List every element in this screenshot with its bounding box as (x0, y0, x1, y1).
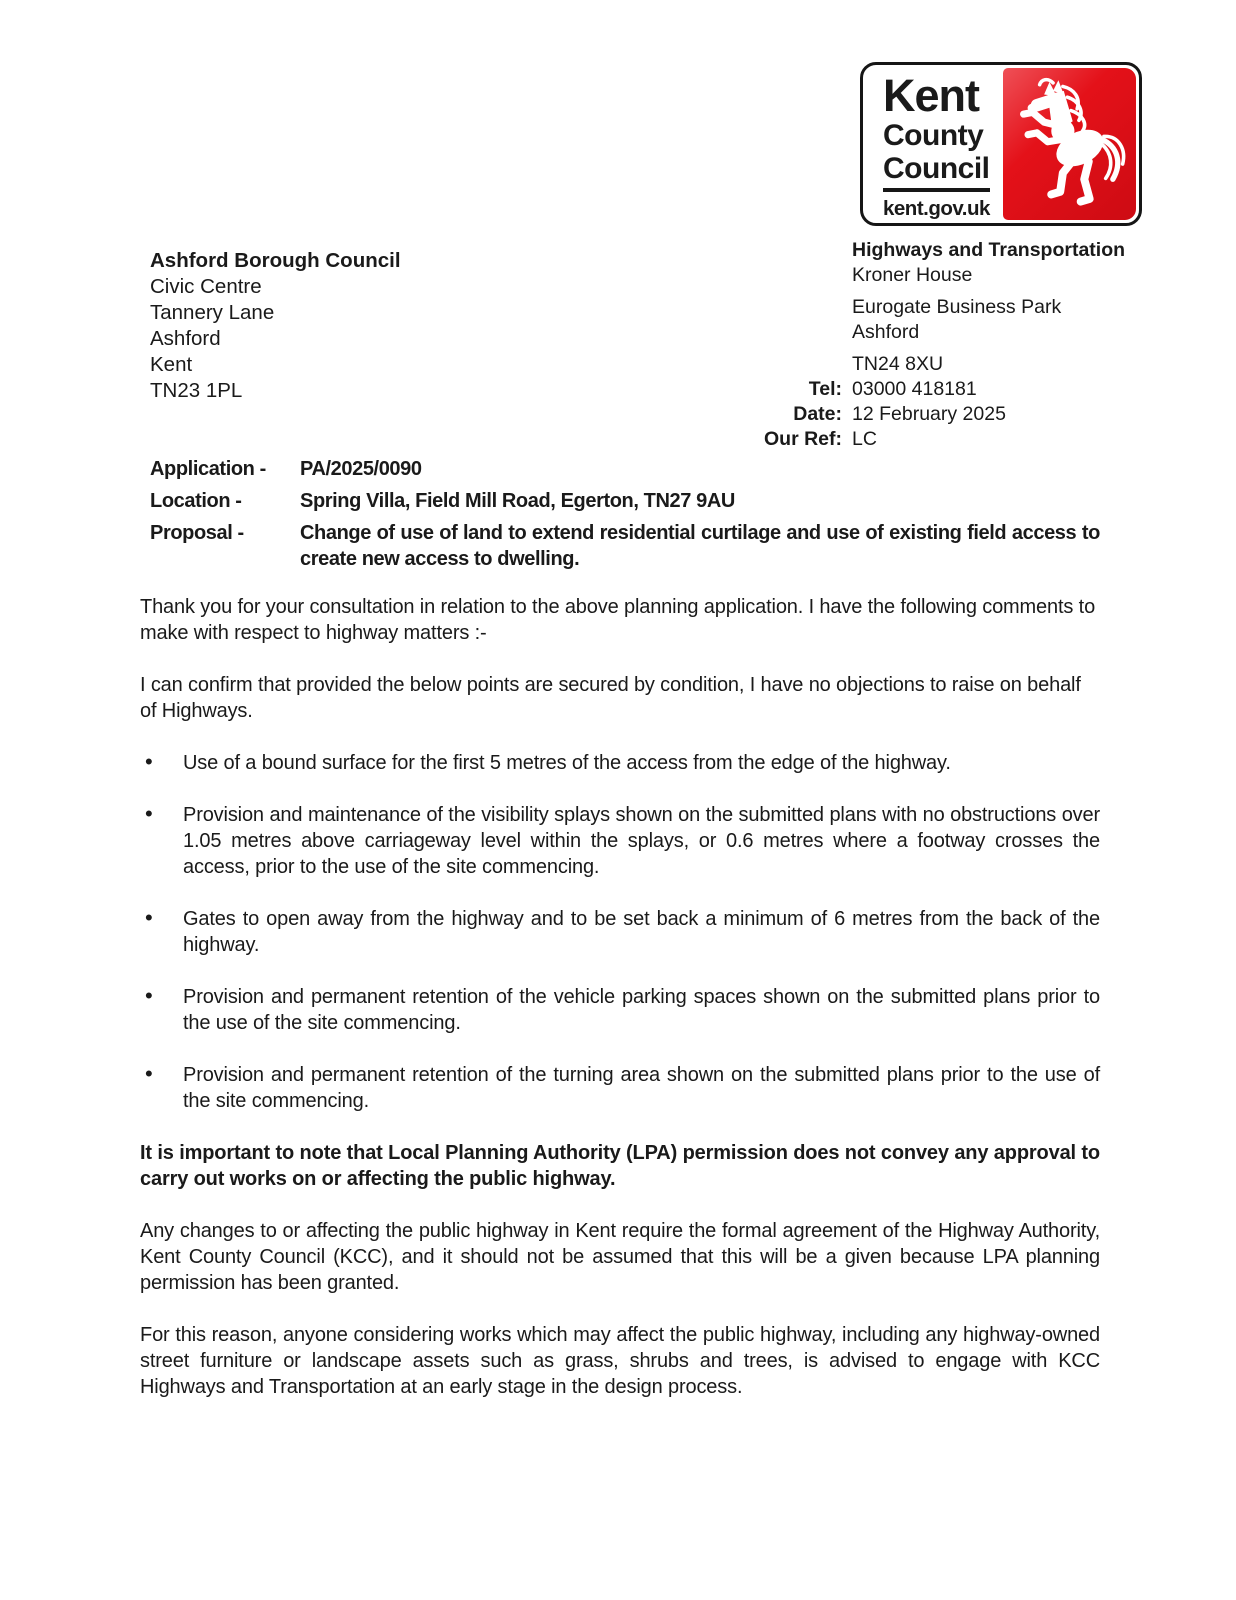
closing-paragraph-2: For this reason, anyone considering works which may affect the public highway, including any highway-owned street furniture or landscape assets such as grass, shrubs and trees, is advised to engage with KCC Highways and Transportation at an early stage in the design process. (140, 1324, 1100, 1398)
invicta-horse-icon (1012, 71, 1128, 217)
important-note-paragraph: It is important to note that Local Planning Authority (LPA) permission does not convey any approval to carry out works on or affecting the public highway. (140, 1142, 1100, 1190)
location-label: Location - (150, 490, 242, 512)
sender-address-line: Ashford (852, 321, 920, 343)
condition-item: • Use of a bound surface for the first 5 metres of the access from the edge of the highway. (140, 750, 1100, 776)
location-value: Spring Villa, Field Mill Road, Egerton, TN27 9AU (300, 490, 735, 512)
application-number: PA/2025/0090 (300, 458, 422, 480)
recipient-address-line: Ashford (150, 327, 221, 350)
application-summary (150, 456, 1100, 578)
no-objection-paragraph: I can confirm that provided the below points are secured by condition, I have no objections to raise on behalf of Highways. (140, 674, 1081, 722)
kcc-logo (860, 62, 1142, 226)
sender-department: Highways and Transportation (852, 239, 1126, 261)
proposal-label: Proposal - (150, 522, 244, 544)
recipient-address-line: Civic Centre (150, 275, 262, 298)
sender-building: Kroner House (852, 264, 973, 286)
conditions-list (140, 750, 1100, 1114)
proposal-value: Change of use of land to extend residential curtilage and use of existing field access to create new access to dwelling. (300, 522, 1100, 570)
tel-value: 03000 418181 (852, 378, 977, 400)
sender-address-block (700, 238, 1150, 452)
logo-line-kent: Kent (883, 70, 979, 121)
date-value: 12 February 2025 (852, 403, 1006, 425)
recipient-name: Ashford Borough Council (150, 249, 401, 272)
letter-body (140, 594, 1100, 1426)
recipient-address-line: Tannery Lane (150, 301, 275, 324)
sender-address-line: Eurogate Business Park (852, 296, 1062, 318)
closing-paragraph-1: Any changes to or affecting the public highway in Kent require the formal agreement of the Highway Authority, Kent County Council (KCC), and it should not be assumed that this will be a given because LPA planning permission has been granted. (140, 1220, 1100, 1294)
application-row (150, 456, 1100, 482)
condition-item: • Gates to open away from the highway and to be set back a minimum of 6 metres from the back of the highway. (140, 906, 1100, 958)
logo-line-council: Council (883, 154, 990, 192)
application-label: Application - (150, 458, 266, 480)
recipient-address-line: Kent (150, 353, 193, 376)
our-ref-label: Our Ref: (764, 428, 842, 450)
tel-label: Tel: (808, 378, 842, 400)
sender-postcode: TN24 8XU (852, 353, 944, 375)
recipient-address-line: TN23 1PL (150, 379, 243, 402)
intro-paragraph: Thank you for your consultation in relation to the above planning application. I have the following comments to make with respect to highway matters :- (140, 596, 1096, 644)
condition-item: • Provision and permanent retention of the turning area shown on the submitted plans prior to the use of the site commencing. (140, 1062, 1100, 1114)
proposal-row (150, 520, 1100, 572)
condition-item: • Provision and maintenance of the visibility splays shown on the submitted plans with no obstructions over 1.05 metres above carriageway level within the splays, or 0.6 metres where a footway crosses the access, prior to the use of the site commencing. (140, 802, 1100, 880)
our-ref-value: LC (852, 428, 877, 450)
recipient-address-block (150, 248, 401, 404)
logo-url: kent.gov.uk (883, 197, 990, 220)
location-row (150, 488, 1100, 514)
logo-line-county: County (883, 119, 984, 152)
date-label: Date: (793, 403, 842, 425)
kcc-logo-wordmark (863, 65, 1005, 223)
condition-item: • Provision and permanent retention of the vehicle parking spaces shown on the submitted plans prior to the use of the site commencing. (140, 984, 1100, 1036)
logo-red-panel (1003, 68, 1136, 220)
